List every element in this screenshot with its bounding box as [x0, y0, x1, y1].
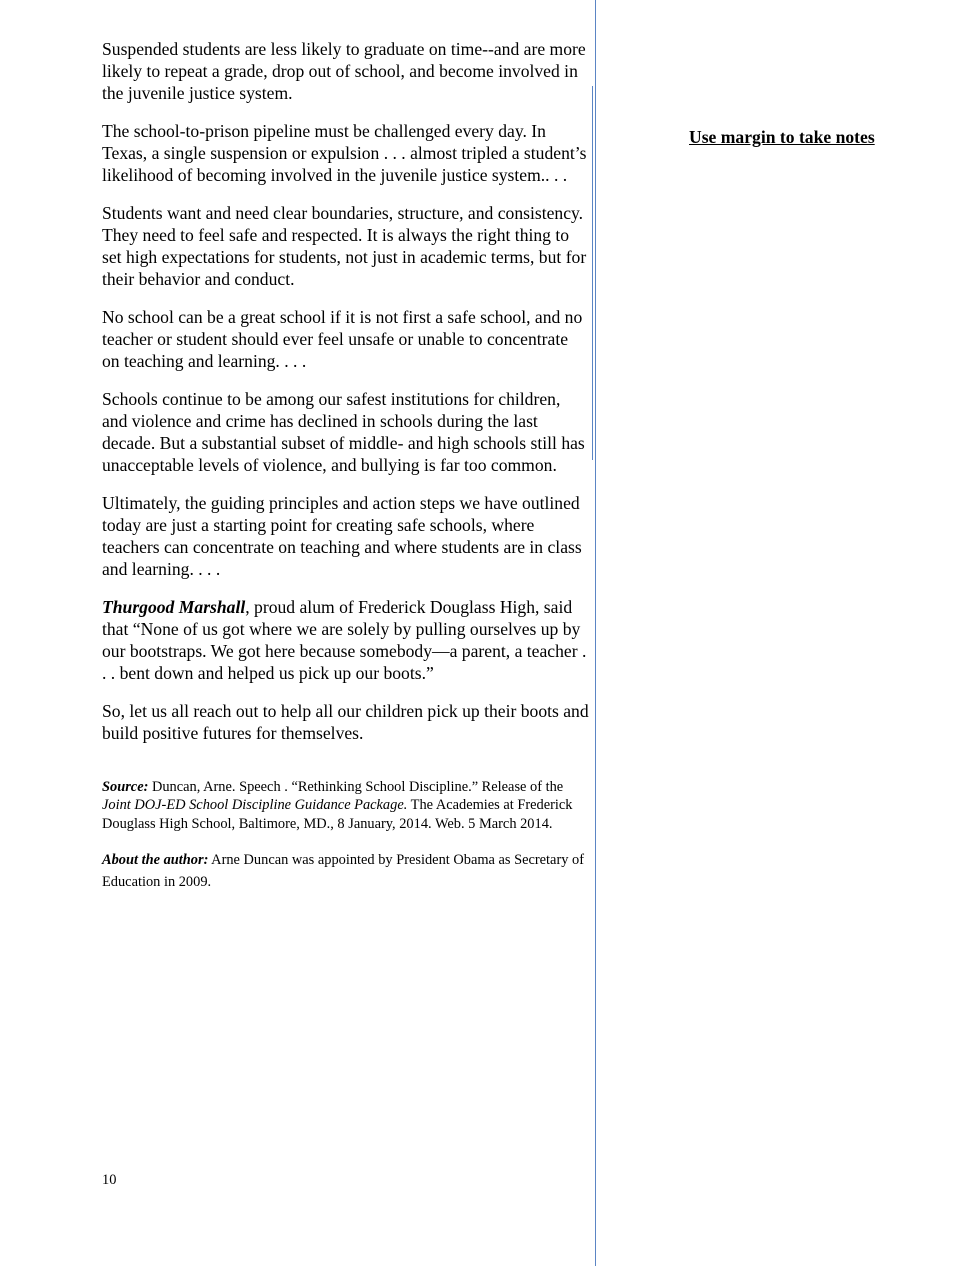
paragraph-closing: So, let us all reach out to help all our children pick up their boots and build positive futures for themselves.	[102, 701, 589, 743]
source-italic-title: Joint DOJ-ED School Discipline Guidance Package.	[102, 797, 408, 814]
paragraph-violence: Schools continue to be among our safest institutions for children, and violence and crime has declined in schools during the last decade. But a substantial subset of middle- and high schools still has unacceptable levels of violence, and bullying is far too common.	[102, 389, 585, 475]
citation-block	[102, 778, 590, 893]
source-label: Source:	[102, 779, 149, 795]
source-citation	[102, 778, 590, 833]
paragraph-safe-school: No school can be a great school if it is not first a safe school, and no teacher or student should ever feel unsafe or unable to concentrate on teaching and learning. . . .	[102, 307, 583, 371]
source-text-before: Duncan, Arne. Speech . “Rethinking School Discipline.” Release of the	[148, 779, 564, 795]
paragraph-pipeline: The school-to-prison pipeline must be challenged every day. In Texas, a single suspension or expulsion . . . almost tripled a student’s likelihood of becoming involved in the juvenile justice system.. . .	[102, 121, 587, 185]
paragraph-suspension: Suspended students are less likely to graduate on time--and are more likely to repeat a grade, drop out of school, and become involved in the juvenile justice system.	[102, 39, 586, 103]
speech-excerpt	[102, 38, 590, 909]
about-text: Arne Duncan was appointed by President Obama as Secretary of Education in 2009.	[102, 852, 585, 891]
margin-divider-accent-line	[592, 86, 593, 460]
paragraph-marshall-quote	[102, 596, 590, 684]
margin-divider-line	[595, 0, 596, 1266]
margin-notes-heading: Use margin to take notes	[689, 127, 875, 147]
about-label: About the author:	[102, 852, 209, 869]
paragraph-guiding-principles: Ultimately, the guiding principles and action steps we have outlined today are just a starting point for creating safe schools, where teachers can concentrate on teaching and where students are in class and learning. . . .	[102, 493, 582, 579]
quote-text: , proud alum of Frederick Douglass High, said that “None of us got where we are solely by pulling ourselves up by our bootstraps. We got here because somebody—a parent, a teacher . . . bent down and helped us pick up our boots.”	[102, 597, 587, 683]
page-number: 10	[102, 1172, 117, 1188]
paragraph-boundaries: Students want and need clear boundaries, structure, and consistency. They need to feel safe and respected. It is always the right thing to set high expectations for students, not just in academic terms, but for their behavior and conduct.	[102, 203, 587, 289]
source-text-after: The Academies at Frederick Douglass High School, Baltimore, MD., 8 January, 2014. Web. 5 March 2014.	[102, 797, 573, 832]
about-author	[102, 849, 590, 893]
quote-speaker-name: Thurgood Marshall	[102, 597, 246, 617]
